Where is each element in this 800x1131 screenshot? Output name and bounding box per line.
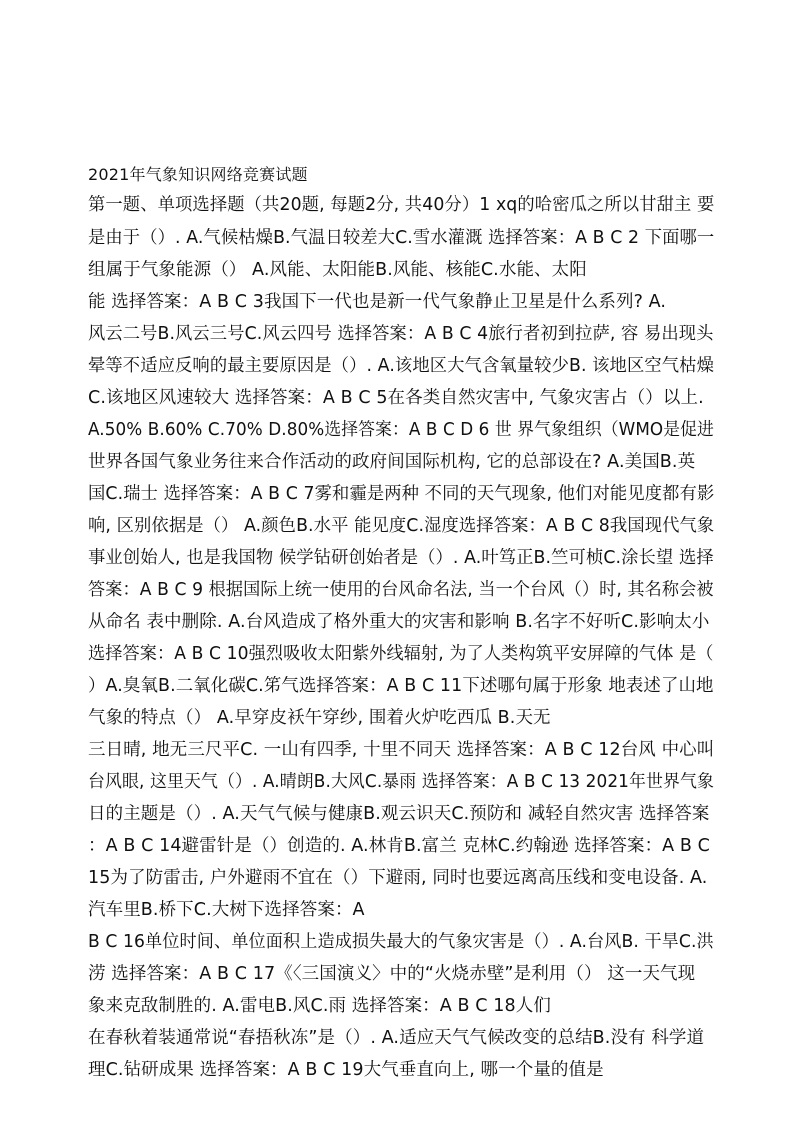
text-line: 组属于气象能源（） A.风能、太阳能B.风能、核能C.水能、太阳 [88, 260, 587, 280]
text-line: B C 16单位时间、单位面积上造成损失最大的气象灾害是（）. A.台风B. 干旱C.洪 [88, 932, 714, 952]
text-line: 答案：A B C 9 根据国际上统一使用的台风命名法, 当一个台风（）时, 其名称会被 [88, 580, 714, 600]
text-line: 选择答案：A B C 10强烈吸收太阳紫外线辐射, 为了人类构筑平安屏障的气体 是（ [88, 644, 714, 664]
text-line: 象来克敌制胜的. A.雷电B.风C.雨 选择答案：A B C 18人们 [88, 996, 551, 1016]
text-line: 第一题、单项选择题（共20题, 每题2分, 共40分）1 xq的哈密瓜之所以甘甜主 要 [88, 195, 715, 215]
text-line: 是由于（）. A.气候枯燥B.气温日较差大C.雪水灌溉 选择答案：A B C 2 下面哪一 [88, 228, 715, 248]
text-line: 日的主题是（）. A.天气气候与健康B.观云识天C.预防和 减轻自然灾害 选择答案 [88, 804, 710, 824]
text-line: 理C.钻研成果 选择答案：A B C 19大气垂直向上, 哪一个量的值是 [88, 1060, 604, 1080]
text-line: A.50% B.60% C.70% D.80%选择答案：A B C D 6 世 界气象组织（WMO是促进 [88, 420, 714, 440]
text-line: 世界各国气象业务往来合作活动的政府间国际机构, 它的总部设在? A.美国B.英 [88, 452, 696, 472]
document-title: 2021年气象知识网络竞赛试题 [88, 165, 308, 184]
text-line: 气象的特点（） A.早穿皮袄午穿纱, 围着火炉吃西瓜 B.天无 [88, 708, 551, 728]
text-line: 国C.瑞士 选择答案：A B C 7雾和霾是两种 不同的天气现象, 他们对能见度都有影 [88, 484, 715, 504]
text-line: 从命名 表中删除. A.台风造成了格外重大的灾害和影响 B.名字不好听C.影响太小 [88, 612, 710, 632]
text-line: 晕等不适应反响的最主要原因是（）. A.该地区大气含氧量较少B. 该地区空气枯燥 [88, 356, 714, 376]
text-line: 响, 区别依据是（） A.颜色B.水平 能见度C.湿度选择答案：A B C 8我国现代气象 [88, 516, 715, 536]
text-line: 能 选择答案：A B C 3我国下一代也是新一代气象静止卫星是什么系列? A. [88, 292, 667, 312]
text-line: 汽车里B.桥下C.大树下选择答案：A [88, 900, 365, 920]
text-line: 事业创始人, 也是我国物 候学钻研创始者是（）. A.叶笃正B.竺可桢C.涂长望 选择 [88, 548, 714, 568]
text-line: 在春秋着装通常说“春捂秋冻”是（）. A.适应天气气候改变的总结B.没有 科学道 [88, 1028, 705, 1048]
text-line: 风云二号B.风云三号C.风云四号 选择答案：A B C 4旅行者初到拉萨, 容 易出现头 [88, 324, 714, 344]
text-line: ）A.臭氧B.二氧化碳C.笫气选择答案：A B C 11下述哪句属于形象 地表述了山地 [88, 676, 714, 696]
text-line: 15为了防雷击, 户外避雨不宜在（）下避雨, 同时也要远离高压线和变电设备. A. [88, 868, 708, 888]
text-line: 涝 选择答案：A B C 17《〈三国演义〉中的“火烧赤壁”是利用（） 这一天气现 [88, 964, 696, 984]
text-line: 三日晴, 地无三尺平C. 一山有四季, 十里不同天 选择答案：A B C 12台风 中心叫 [88, 740, 715, 760]
text-line: ：A B C 14避雷针是（）创造的. A.林肯B.富兰 克林C.约翰逊 选择答案：A B C [88, 836, 710, 856]
text-line: 台风眼, 这里天气（）. A.晴朗B.大风C.暴雨 选择答案：A B C 13 2021年世界气象 [88, 772, 715, 792]
text-line: C.该地区风速较大 选择答案：A B C 5在各类自然灾害中, 气象灾害占（）以上. [88, 388, 704, 408]
